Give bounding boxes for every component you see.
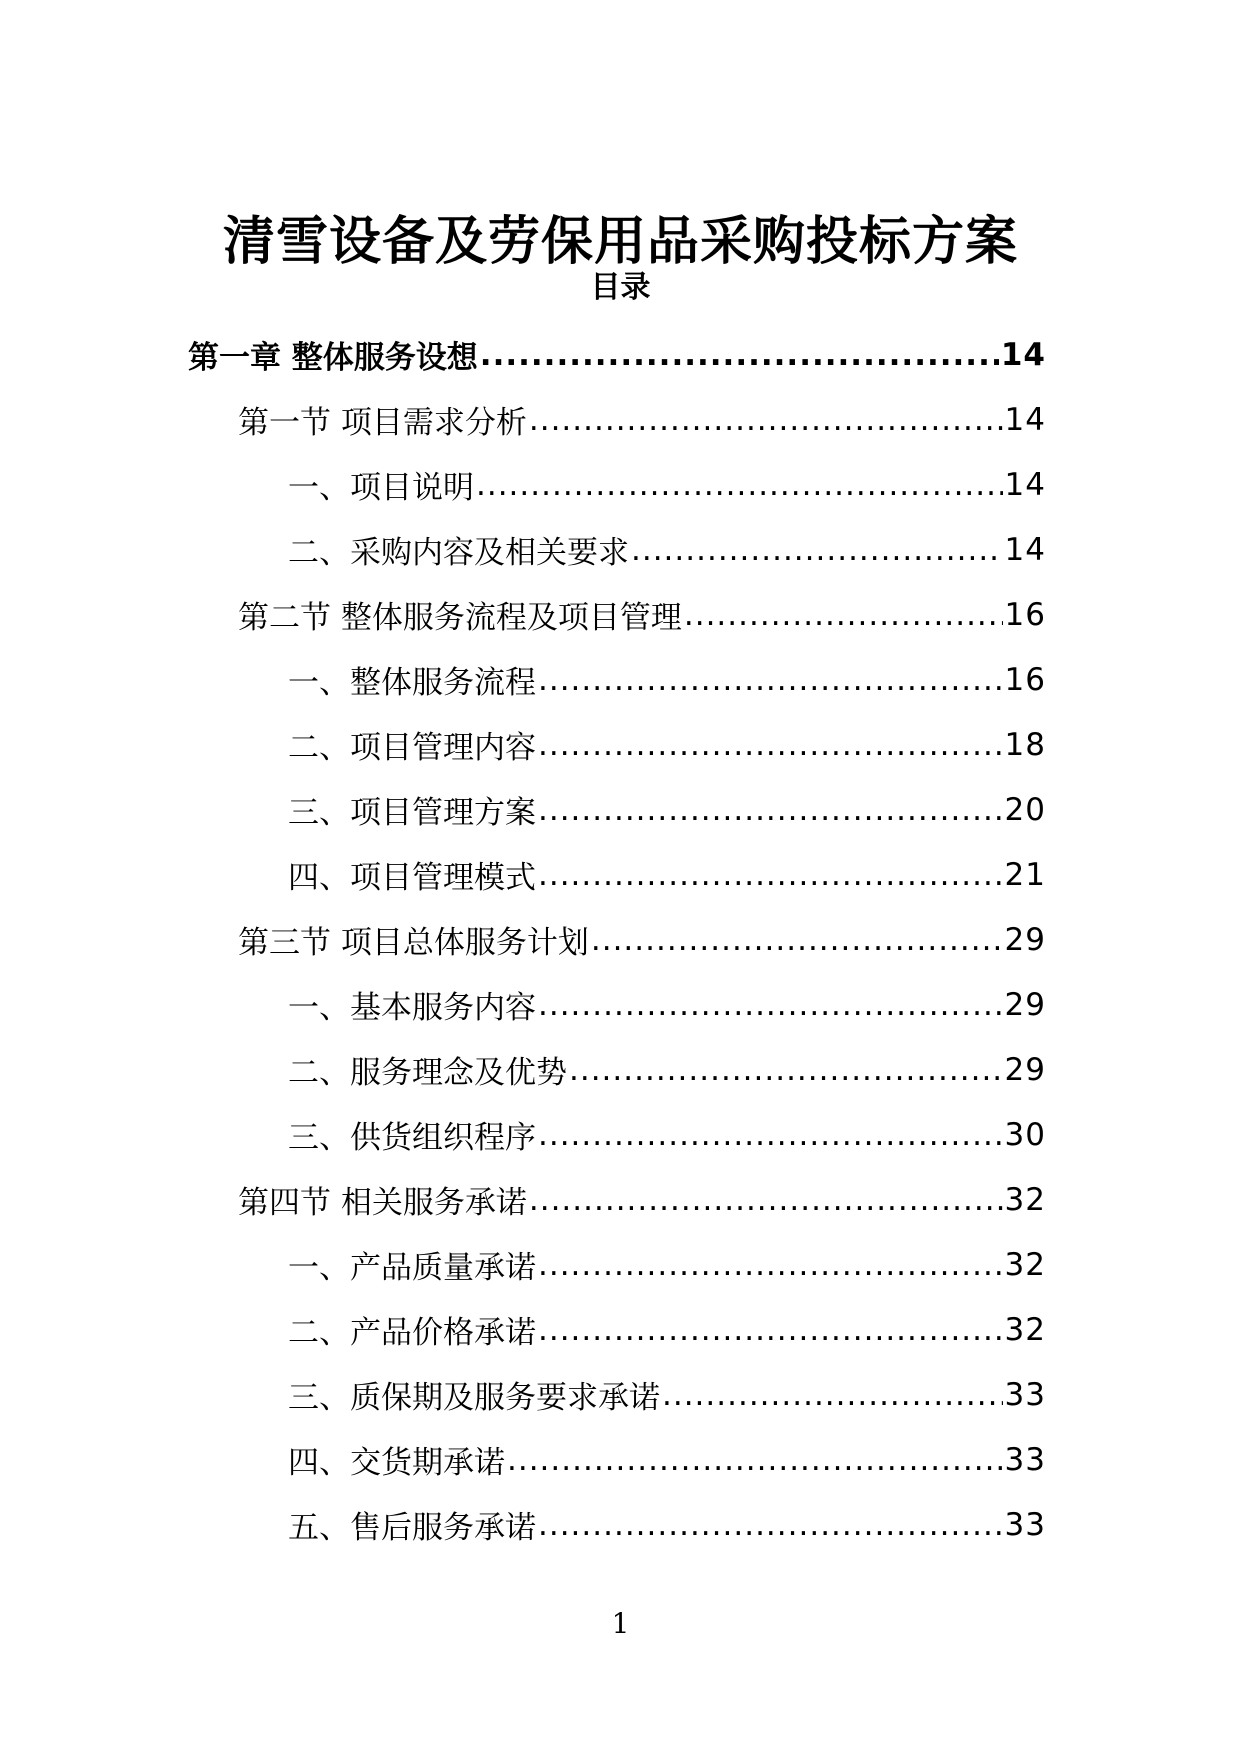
toc-dot-leader — [480, 335, 999, 375]
toc-dot-leader — [662, 1375, 1003, 1415]
toc-entry[interactable] — [0, 1427, 1241, 1492]
toc-entry-label: 二、服务理念及优势 — [288, 1055, 567, 1091]
toc-entry-label: 四、项目管理模式 — [288, 860, 536, 896]
toc-entry-page: 33 — [1004, 1506, 1046, 1543]
page-number: 1 — [611, 1607, 630, 1640]
toc-dot-leader — [507, 1440, 1003, 1480]
toc-entry-page: 33 — [1004, 1441, 1046, 1478]
table-of-contents — [0, 322, 1241, 1557]
toc-entry-label: 二、项目管理内容 — [288, 730, 536, 766]
toc-dot-leader — [538, 660, 1003, 700]
toc-dot-leader — [569, 1050, 1003, 1090]
toc-entry-label: 一、整体服务流程 — [288, 665, 536, 701]
toc-entry-page: 29 — [1004, 1051, 1046, 1088]
toc-entry[interactable] — [0, 1232, 1241, 1297]
toc-entry[interactable] — [0, 1167, 1241, 1232]
toc-entry-label: 第四节 相关服务承诺 — [238, 1185, 527, 1221]
toc-entry-page: 29 — [1004, 921, 1046, 958]
toc-entry-label: 三、项目管理方案 — [288, 795, 536, 831]
toc-heading: 目录 — [590, 270, 651, 305]
toc-entry-label: 第二节 整体服务流程及项目管理 — [238, 600, 682, 636]
toc-entry-label: 第三节 项目总体服务计划 — [238, 925, 589, 961]
toc-entry-label: 一、基本服务内容 — [288, 990, 536, 1026]
toc-entry[interactable] — [0, 322, 1241, 387]
toc-entry-page: 14 — [1004, 401, 1046, 438]
toc-dot-leader — [538, 725, 1003, 765]
toc-entry-page: 30 — [1004, 1116, 1046, 1153]
toc-entry[interactable] — [0, 907, 1241, 972]
toc-entry-page: 14 — [1004, 531, 1046, 568]
toc-dot-leader — [538, 1245, 1003, 1285]
toc-entry-page: 32 — [1004, 1311, 1046, 1348]
toc-entry-page: 32 — [1004, 1246, 1046, 1283]
toc-dot-leader — [529, 400, 1003, 440]
toc-dot-leader — [529, 1180, 1003, 1220]
toc-entry-page: 21 — [1004, 856, 1046, 893]
toc-entry[interactable] — [0, 582, 1241, 647]
toc-entry-page: 20 — [1004, 791, 1046, 828]
toc-entry[interactable] — [0, 1037, 1241, 1102]
toc-entry-label: 三、供货组织程序 — [288, 1120, 536, 1156]
toc-entry[interactable] — [0, 972, 1241, 1037]
toc-dot-leader — [631, 530, 1003, 570]
toc-entry-label: 五、售后服务承诺 — [288, 1510, 536, 1546]
toc-entry[interactable] — [0, 1297, 1241, 1362]
toc-entry-label: 二、采购内容及相关要求 — [288, 535, 629, 571]
toc-entry[interactable] — [0, 452, 1241, 517]
toc-entry-label: 第一章 整体服务设想 — [188, 340, 478, 376]
toc-dot-leader — [538, 855, 1003, 895]
toc-entry-page: 14 — [1000, 336, 1046, 373]
toc-entry-page: 18 — [1004, 726, 1046, 763]
toc-dot-leader — [684, 595, 1003, 635]
toc-dot-leader — [538, 1505, 1003, 1545]
toc-entry[interactable] — [0, 1102, 1241, 1167]
toc-dot-leader — [476, 465, 1003, 505]
toc-entry-label: 一、项目说明 — [288, 470, 474, 506]
toc-dot-leader — [538, 1115, 1003, 1155]
toc-entry-page: 16 — [1004, 596, 1046, 633]
toc-entry-page: 29 — [1004, 986, 1046, 1023]
toc-entry-label: 二、产品价格承诺 — [288, 1315, 536, 1351]
toc-dot-leader — [538, 790, 1003, 830]
toc-entry[interactable] — [0, 777, 1241, 842]
toc-entry[interactable] — [0, 647, 1241, 712]
toc-entry-page: 32 — [1004, 1181, 1046, 1218]
toc-entry[interactable] — [0, 842, 1241, 907]
toc-entry-label: 四、交货期承诺 — [288, 1445, 505, 1481]
toc-entry[interactable] — [0, 1492, 1241, 1557]
toc-entry[interactable] — [0, 387, 1241, 452]
toc-dot-leader — [591, 920, 1003, 960]
toc-entry-page: 16 — [1004, 661, 1046, 698]
toc-dot-leader — [538, 985, 1003, 1025]
toc-dot-leader — [538, 1310, 1003, 1350]
toc-entry[interactable] — [0, 712, 1241, 777]
toc-entry-page: 14 — [1004, 466, 1046, 503]
toc-entry-label: 第一节 项目需求分析 — [238, 405, 527, 441]
toc-entry-label: 三、质保期及服务要求承诺 — [288, 1380, 660, 1416]
toc-entry[interactable] — [0, 1362, 1241, 1427]
toc-entry-page: 33 — [1004, 1376, 1046, 1413]
toc-entry[interactable] — [0, 517, 1241, 582]
document-title: 清雪设备及劳保用品采购投标方案 — [222, 211, 1018, 272]
toc-entry-label: 一、产品质量承诺 — [288, 1250, 536, 1286]
